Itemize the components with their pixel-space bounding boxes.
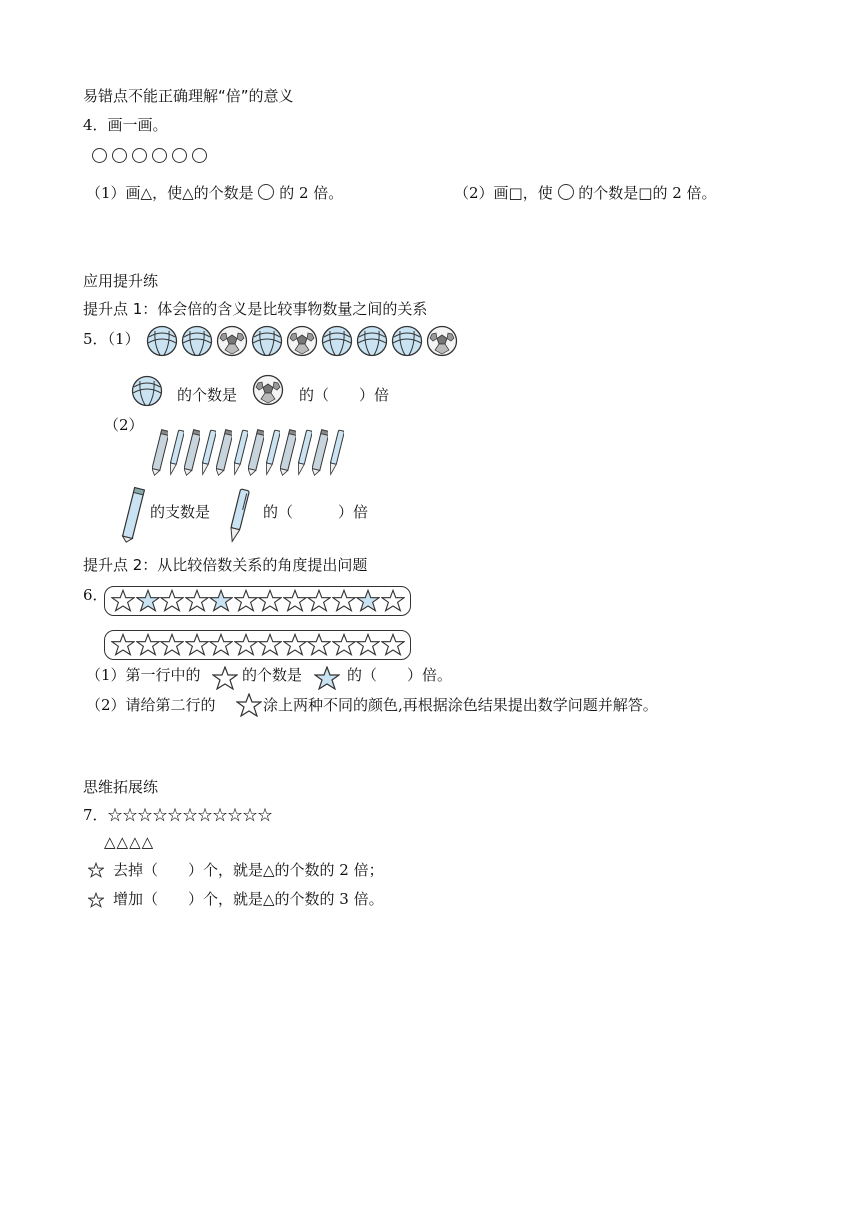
soccer-ball-icon <box>252 374 284 406</box>
pen-icon <box>200 428 216 482</box>
circle-icon <box>132 148 147 163</box>
soccer-ball-icon <box>426 325 458 357</box>
volleyball-icon <box>131 375 163 407</box>
star-outline-icon <box>88 862 104 878</box>
star-outline-icon <box>283 589 307 612</box>
pen-icon <box>296 428 312 482</box>
question-5-label: 5．（1） <box>83 330 140 348</box>
star-outline-icon <box>381 589 405 612</box>
star-outline-icon <box>381 633 405 656</box>
star-filled-icon <box>209 589 233 612</box>
q4-part1-text-b: 的 2 倍。 <box>279 184 344 202</box>
volleyball-icon <box>181 325 213 357</box>
q5-1-text-b: 的（ ）倍 <box>299 386 390 404</box>
q4-part2 <box>454 182 717 203</box>
circle-icon <box>152 148 167 163</box>
star-outline-icon <box>209 633 233 656</box>
star-outline-icon <box>88 892 104 908</box>
q4-part1-text-a: （1）画△，使△的个数是 <box>86 184 254 202</box>
star-outline-icon <box>111 633 135 656</box>
pen-icon <box>168 428 184 482</box>
star-outline-icon <box>234 589 258 612</box>
pen-icon <box>232 428 248 482</box>
star-outline-icon <box>212 666 238 690</box>
soccer-ball-icon <box>286 325 318 357</box>
question-6-label: 6． <box>83 586 108 604</box>
star-outline-icon <box>332 589 356 612</box>
pencil-icon <box>216 428 232 482</box>
point-1-heading: 提升点 1：体会倍的含义是比较事物数量之间的关系 <box>83 300 428 318</box>
pencil-row <box>152 428 352 480</box>
extension-heading: 思维拓展练 <box>83 778 159 796</box>
pen-icon <box>225 487 251 545</box>
circle-icon <box>558 184 574 200</box>
question-7-triangles: △△△△ <box>104 833 155 851</box>
star-outline-icon <box>307 633 331 656</box>
q4-part2-text-b: 的个数是□的 2 倍。 <box>578 184 717 202</box>
star-outline-icon <box>185 633 209 656</box>
q6-part2-text-a: （2）请给第二行的 <box>86 696 216 714</box>
circle-icon <box>258 184 274 200</box>
star-filled-icon <box>136 589 160 612</box>
star-outline-icon <box>258 633 282 656</box>
question-7-stars: 7．☆☆☆☆☆☆☆☆☆☆☆ <box>83 806 273 824</box>
circle-row <box>92 147 212 165</box>
pencil-icon <box>152 428 168 482</box>
circle-icon <box>172 148 187 163</box>
application-heading: 应用提升练 <box>83 272 159 290</box>
ball-row <box>146 325 466 359</box>
error-point-heading: 易错点不能正确理解“倍”的意义 <box>83 87 294 105</box>
question-4-title: 4．画一画。 <box>83 116 168 134</box>
q5-2-text-b: 的（ ）倍 <box>263 503 369 521</box>
pencil-icon <box>248 428 264 482</box>
q5-2-text-a: 的支数是 <box>150 503 211 521</box>
star-outline-icon <box>332 633 356 656</box>
pencil-icon <box>184 428 200 482</box>
q5-2-label: （2） <box>104 416 144 434</box>
q5-1-text-a: 的个数是 <box>177 386 238 404</box>
volleyball-icon <box>146 325 178 357</box>
star-outline-icon <box>136 633 160 656</box>
star-outline-icon <box>258 589 282 612</box>
star-outline-icon <box>356 633 380 656</box>
soccer-ball-icon <box>216 325 248 357</box>
pen-icon <box>328 428 344 482</box>
volleyball-icon <box>321 325 353 357</box>
star-filled-icon <box>356 589 380 612</box>
point-2-heading: 提升点 2：从比较倍数关系的角度提出问题 <box>83 556 368 574</box>
pencil-icon <box>116 486 150 544</box>
volleyball-icon <box>356 325 388 357</box>
star-outline-icon <box>307 589 331 612</box>
q6-part1-text-a: （1）第一行中的 <box>86 666 201 684</box>
q6-part1-text-b: 的个数是 <box>242 666 303 684</box>
star-row-2 <box>104 630 411 660</box>
q6-part1-text-c: 的（ ）倍。 <box>347 666 453 684</box>
star-outline-icon <box>185 589 209 612</box>
volleyball-icon <box>391 325 423 357</box>
circle-icon <box>192 148 207 163</box>
star-outline-icon <box>236 693 262 717</box>
q6-part1 <box>86 664 201 685</box>
q4-part1 <box>86 182 343 203</box>
circle-icon <box>112 148 127 163</box>
q7-add-text: 增加（ ）个，就是△的个数的 3 倍。 <box>113 890 384 908</box>
pencil-icon <box>280 428 296 482</box>
q6-part2-text-b: 涂上两种不同的颜色,再根据涂色结果提出数学问题并解答。 <box>263 696 658 714</box>
star-outline-icon <box>234 633 258 656</box>
star-outline-icon <box>160 633 184 656</box>
star-outline-icon <box>160 589 184 612</box>
pen-icon <box>264 428 280 482</box>
star-outline-icon <box>111 589 135 612</box>
star-row-1 <box>104 586 411 616</box>
q7-remove-text: 去掉（ ）个，就是△的个数的 2 倍； <box>113 861 384 879</box>
star-outline-icon <box>283 633 307 656</box>
star-filled-icon <box>314 666 340 690</box>
pencil-icon <box>312 428 328 482</box>
volleyball-icon <box>251 325 283 357</box>
q4-part2-text-a: （2）画□，使 <box>454 184 553 202</box>
circle-icon <box>92 148 107 163</box>
